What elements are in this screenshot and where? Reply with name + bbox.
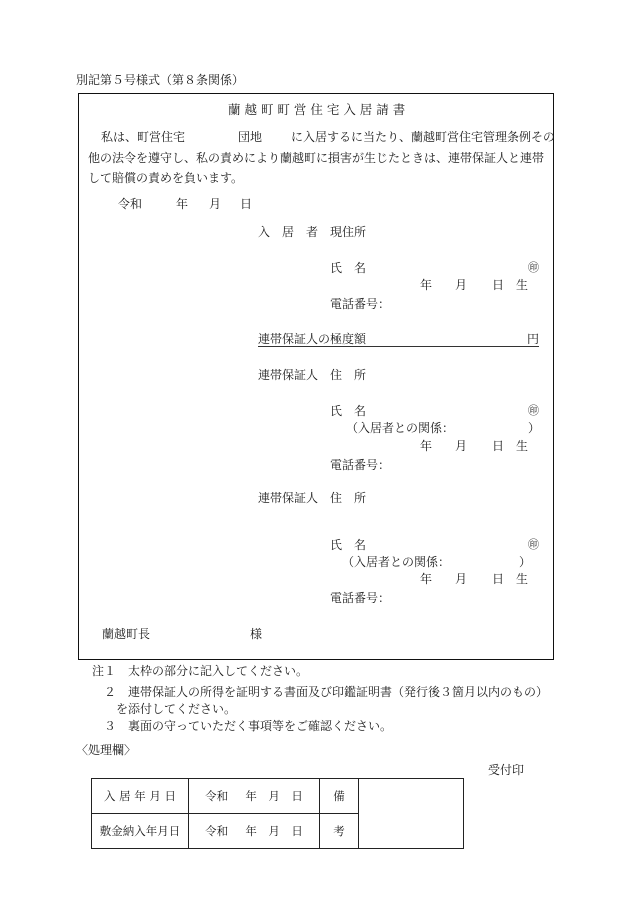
- note-1: 注１ 太枠の部分に記入してください。: [92, 664, 309, 678]
- guarantor1-relation-open: （入居者との関係：: [346, 421, 455, 435]
- move-in-date-label: 入 居 年 月 日: [92, 779, 189, 814]
- guarantor2-seal-icon: ㊞: [528, 538, 539, 551]
- guarantor1-birth-suffix: 生: [516, 439, 529, 453]
- tenant-seal-icon: ㊞: [528, 261, 539, 274]
- receipt-stamp-label: 受付印: [488, 763, 525, 777]
- guarantor1-birth-year: 年: [420, 439, 433, 453]
- tenant-birth-year: 年: [420, 278, 433, 292]
- tenant-address-label: 現住所: [330, 225, 367, 239]
- processing-heading: 〈処理欄〉: [76, 743, 137, 757]
- guarantor2-phone-label: 電話番号：: [330, 591, 391, 605]
- body-line-2: 他の法令を遵守し、私の責めにより蘭越町に損害が生じたときは、連帯保証人と連帯: [88, 151, 545, 165]
- guarantor1-label: 連帯保証人: [258, 368, 319, 382]
- unit-number-blank[interactable]: [266, 131, 286, 143]
- tenant-birth-suffix: 生: [516, 278, 529, 292]
- guarantor2-name-label: 氏 名: [330, 538, 367, 552]
- processing-table: [91, 778, 464, 849]
- deposit-year: 年: [245, 824, 257, 838]
- guarantor2-birth-year: 年: [420, 572, 433, 586]
- addressee-name: 蘭越町長: [102, 627, 151, 641]
- table-row: [92, 779, 464, 814]
- remarks-field[interactable]: [359, 779, 464, 849]
- body-line-3: して賠償の責めを負います。: [88, 171, 244, 185]
- date-year[interactable]: 年: [176, 197, 189, 211]
- body-line-1a: 私は、町営住宅: [101, 130, 186, 144]
- guarantor2-birth-suffix: 生: [516, 572, 529, 586]
- guarantor1-name-label: 氏 名: [330, 404, 367, 418]
- guarantor2-relation-close: ）: [519, 555, 532, 569]
- move-in-date-cell[interactable]: [189, 779, 320, 814]
- move-in-year: 年: [245, 789, 257, 803]
- tenant-birth-day: 日: [492, 278, 505, 292]
- tenant-birth-month: 月: [455, 278, 468, 292]
- tenant-phone-label: 電話番号：: [330, 297, 391, 311]
- note-3: ３ 裏面の守っていただく事項等をご確認ください。: [104, 719, 393, 733]
- remarks-label-bottom: 考: [320, 814, 359, 849]
- move-in-day: 日: [291, 789, 303, 803]
- guarantor1-address-label: 住 所: [330, 368, 367, 382]
- deposit-date-label: 敷金納入年月日: [92, 814, 189, 849]
- deposit-day: 日: [291, 824, 303, 838]
- guarantor2-relation-open: （入居者との関係：: [342, 555, 451, 569]
- guarantee-limit-label: 連帯保証人の極度額: [258, 332, 367, 346]
- addressee-honorific: 様: [250, 627, 263, 641]
- guarantor1-seal-icon: ㊞: [528, 404, 539, 417]
- complex-name-blank[interactable]: [195, 131, 233, 143]
- date-day[interactable]: 日: [240, 197, 253, 211]
- guarantor1-birth-day: 日: [492, 439, 505, 453]
- guarantor2-birth-month: 月: [455, 572, 468, 586]
- guarantor2-address-label: 住 所: [330, 491, 367, 505]
- remarks-label-top: 備: [320, 779, 359, 814]
- move-in-month: 月: [268, 789, 280, 803]
- note-2-cont: を添付してください。: [116, 702, 237, 716]
- body-line-1b: 団地: [238, 130, 263, 144]
- guarantee-limit-unit: 円: [527, 332, 540, 346]
- deposit-month: 月: [268, 824, 280, 838]
- date-era: 令和: [118, 197, 143, 211]
- form-title: 蘭 越 町 町 営 住 宅 入 居 請 書: [228, 102, 406, 117]
- note-2: ２ 連帯保証人の所得を証明する書面及び印鑑証明書（発行後３箇月以内のもの）: [104, 685, 549, 699]
- deposit-era: 令和: [205, 824, 229, 838]
- deposit-date-cell[interactable]: [189, 814, 320, 849]
- tenant-label: 入 居 者: [258, 225, 319, 239]
- guarantor2-birth-day: 日: [492, 572, 505, 586]
- form-reference: 別記第５号様式（第８条関係）: [76, 73, 245, 87]
- guarantor2-label: 連帯保証人: [258, 491, 319, 505]
- date-month[interactable]: 月: [209, 197, 222, 211]
- tenant-name-label: 氏 名: [330, 261, 367, 275]
- guarantor1-phone-label: 電話番号：: [330, 458, 391, 472]
- body-line-1c: に入居するに当たり、蘭越町営住宅管理条例その: [291, 130, 556, 144]
- guarantor1-relation-close: ）: [528, 421, 541, 435]
- guarantor1-birth-month: 月: [455, 439, 468, 453]
- guarantee-limit-underline[interactable]: [258, 346, 539, 347]
- move-in-era: 令和: [205, 789, 229, 803]
